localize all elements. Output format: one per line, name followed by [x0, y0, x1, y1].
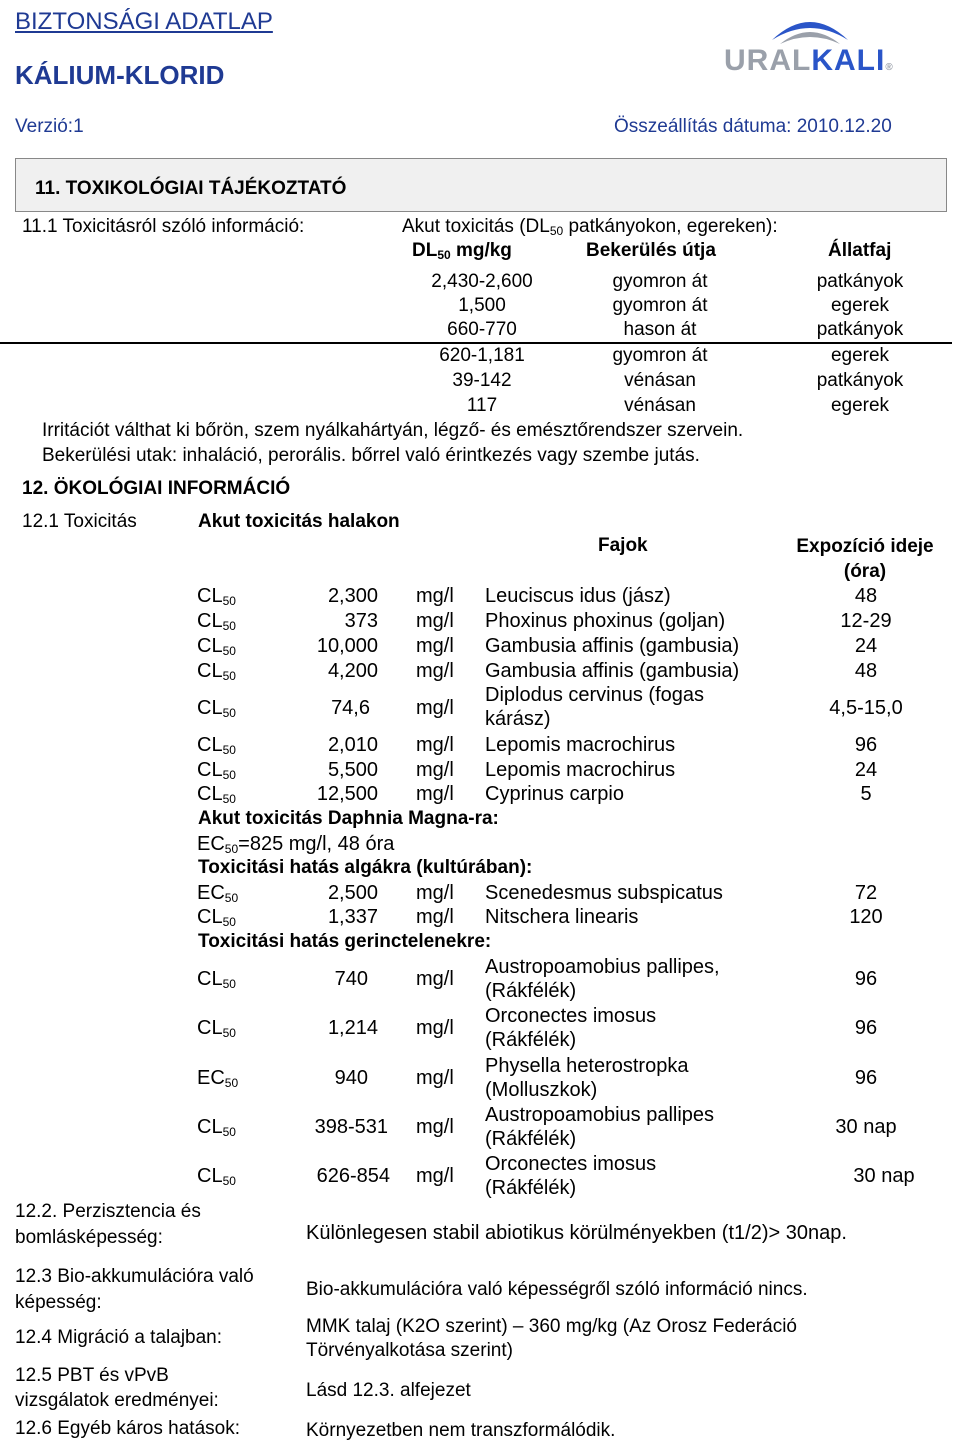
species-cell: Austropoamobius pallipes,	[485, 956, 720, 978]
species-cell: Gambusia affinis (gambusia)	[485, 635, 740, 657]
bioaccumulation-label-continued: képesség:	[15, 1292, 102, 1313]
uralkali-logo	[710, 8, 920, 88]
measure-cell: $EC_{50}$	[197, 882, 239, 905]
dose-cell: 660-770	[447, 319, 517, 340]
persistence-label: 12.2. Perzisztencia és	[15, 1201, 201, 1222]
measure-cell: $CL_{50}$	[197, 635, 236, 658]
exposure-cell: 120	[849, 906, 883, 928]
exposure-cell: 96	[854, 734, 878, 756]
unit-cell: mg/l	[416, 1067, 454, 1089]
measure-cell: $CL_{50}$	[197, 1165, 236, 1188]
irritation-note: Irritációt válthat ki bőrön, szem nyálkahártyán, légző- és emésztőrendszer szervein.	[42, 420, 744, 441]
species-cell: egerek	[830, 395, 890, 416]
exposure-time-unit: (óra)	[843, 561, 887, 582]
route-cell: gyomron át	[612, 295, 708, 316]
migration-label: 12.4 Migráció a talajban:	[15, 1327, 223, 1348]
route-cell: vénásan	[624, 395, 696, 416]
measure-cell: $CL_{50}$	[197, 1116, 236, 1139]
species-column-header: Állatfaj	[828, 240, 892, 261]
persistence-label-continued: bomlásképesség:	[15, 1227, 163, 1248]
value-cell: 2,500	[327, 882, 378, 904]
route-cell: gyomron át	[612, 271, 708, 292]
value-cell: 1,214	[327, 1017, 378, 1039]
value-cell: 1,337	[327, 906, 378, 928]
dose-cell: 1,500	[458, 295, 506, 316]
value-cell: 940	[334, 1067, 368, 1089]
exposure-cell: 5	[860, 783, 872, 805]
exposure-cell: 48	[854, 660, 878, 682]
measure-cell: $CL_{50}$	[197, 734, 236, 757]
exposure-cell: 30 nap	[835, 1116, 897, 1138]
bioaccumulation-label: 12.3 Bio-akkumulációra való	[15, 1266, 254, 1287]
species-cell: Gambusia affinis (gambusia)	[485, 660, 740, 682]
species-cell: Nitschera linearis	[485, 906, 639, 928]
pbt-text: Lásd 12.3. alfejezet	[306, 1380, 471, 1401]
pbt-label-continued: vizsgálatok eredményei:	[15, 1390, 219, 1411]
other-effects-label: 12.6 Egyéb káros hatások:	[15, 1418, 240, 1439]
exposure-cell: 24	[854, 759, 878, 781]
measure-cell: $EC_{50}$	[197, 1067, 239, 1090]
unit-cell: mg/l	[416, 635, 454, 657]
measure-cell: $CL_{50}$	[197, 783, 236, 806]
species-cell: Scenedesmus subspicatus	[485, 882, 723, 904]
species-cell: Austropoamobius pallipes	[485, 1104, 715, 1126]
algae-title: Toxicitási hatás algákra (kultúrában):	[198, 857, 533, 878]
species-cell-continued: kárász)	[485, 708, 551, 730]
section-11-title: 11. TOXIKOLÓGIAI TÁJÉKOZTATÓ	[35, 178, 347, 199]
toxicity-info-label: 11.1 Toxicitásról szóló információ:	[22, 216, 305, 237]
exposure-routes-note: Bekerülési utak: inhaláció, perorális. bőrrel való érintkezés vagy szembe jutás.	[42, 445, 700, 466]
value-cell: 2,300	[327, 585, 378, 607]
version-label: Verzió:1	[15, 116, 84, 137]
toxicity-label: 12.1 Toxicitás	[22, 511, 137, 532]
species-cell-continued: (Rákfélék)	[485, 1029, 577, 1051]
species-cell-continued: (Rákfélék)	[485, 1177, 577, 1199]
value-cell: 74,6	[331, 697, 370, 719]
exposure-cell: 96	[854, 1067, 878, 1089]
species-cell: Phoxinus phoxinus (goljan)	[485, 610, 726, 632]
bioaccumulation-text: Bio-akkumulációra való képességről szóló információ nincs.	[306, 1279, 808, 1300]
dose-column-header: $DL_{50}$ mg/kg	[412, 240, 512, 262]
dose-cell: 39-142	[452, 370, 512, 391]
species-cell-continued: (Rákfélék)	[485, 980, 577, 1002]
unit-cell: mg/l	[416, 1017, 454, 1039]
species-cell-continued: (Molluszkok)	[485, 1079, 598, 1101]
value-cell: 740	[334, 968, 368, 990]
measure-cell: $CL_{50}$	[197, 610, 236, 633]
unit-cell: mg/l	[416, 882, 454, 904]
measure-cell: $CL_{50}$	[197, 697, 236, 720]
value-cell: 626-854	[316, 1165, 390, 1187]
persistence-text: Különlegesen stabil abiotikus körülményekben (t1/2)> 30nap.	[306, 1222, 847, 1244]
measure-cell: $CL_{50}$	[197, 660, 236, 683]
dose-cell: 620-1,181	[439, 345, 525, 366]
section-12-title: 12. ÖKOLÓGIAI INFORMÁCIÓ	[22, 478, 291, 499]
exposure-cell: 12-29	[840, 610, 892, 632]
fish-species-header: Fajok	[598, 535, 648, 556]
product-name: KÁLIUM-KLORID	[15, 60, 225, 90]
daphnia-value: $EC_{50}=825$ mg/l, 48 óra	[197, 833, 395, 856]
measure-cell: $CL_{50}$	[197, 906, 236, 929]
unit-cell: mg/l	[416, 968, 454, 990]
exposure-cell: 4,5-15,0	[829, 697, 903, 719]
unit-cell: mg/l	[416, 1165, 454, 1187]
value-cell: 2,010	[327, 734, 378, 756]
measure-cell: $CL_{50}$	[197, 585, 236, 608]
value-cell: 373	[344, 610, 378, 632]
unit-cell: mg/l	[416, 1116, 454, 1138]
route-column-header: Bekerülés útja	[586, 240, 716, 261]
acute-toxicity-intro: Akut toxicitás ($DL_{50}$ patkányokon, egereken):	[402, 216, 778, 238]
exposure-cell: 72	[854, 882, 878, 904]
exposure-cell: 24	[854, 635, 878, 657]
species-cell-continued: (Rákfélék)	[485, 1128, 577, 1150]
species-cell: Physella heterostropka	[485, 1055, 689, 1077]
unit-cell: mg/l	[416, 610, 454, 632]
measure-cell: $CL_{50}$	[197, 1017, 236, 1040]
unit-cell: mg/l	[416, 660, 454, 682]
unit-cell: mg/l	[416, 759, 454, 781]
exposure-cell: 48	[854, 585, 878, 607]
measure-cell: $CL_{50}$	[197, 968, 236, 991]
logo-emblem-icon	[770, 10, 850, 46]
species-cell: Leuciscus idus (jász)	[485, 585, 671, 607]
compilation-date: Összeállítás dátuma: 2010.12.20	[614, 116, 892, 137]
species-cell: egerek	[830, 295, 890, 316]
value-cell: 5,500	[327, 759, 378, 781]
unit-cell: mg/l	[416, 697, 454, 719]
fish-toxicity-title: Akut toxicitás halakon	[198, 511, 400, 532]
species-cell: Lepomis macrochirus	[485, 734, 676, 756]
measure-cell: $CL_{50}$	[197, 759, 236, 782]
exposure-cell: 96	[854, 968, 878, 990]
page-divider-line	[0, 342, 952, 344]
other-effects-text: Környezetben nem transzformálódik.	[306, 1420, 616, 1441]
route-cell: vénásan	[624, 370, 696, 391]
unit-cell: mg/l	[416, 783, 454, 805]
species-cell: Diplodus cervinus (fogas	[485, 684, 704, 706]
species-cell: Cyprinus carpio	[485, 783, 624, 805]
migration-text-continued: Törvényalkotása szerint)	[306, 1340, 513, 1361]
value-cell: 10,000	[316, 635, 378, 657]
daphnia-title: Akut toxicitás Daphnia Magna-ra:	[198, 808, 499, 829]
route-cell: hason át	[623, 319, 697, 340]
species-cell: patkányok	[816, 370, 904, 391]
document-type: BIZTONSÁGI ADATLAP	[15, 8, 273, 35]
exposure-cell: 96	[854, 1017, 878, 1039]
invertebrate-title: Toxicitási hatás gerinctelenekre:	[198, 931, 492, 952]
dose-cell: 2,430-2,600	[431, 271, 533, 292]
dose-cell: 117	[466, 395, 498, 416]
value-cell: 12,500	[316, 783, 378, 805]
species-cell: Orconectes imosus	[485, 1005, 657, 1027]
unit-cell: mg/l	[416, 734, 454, 756]
species-cell: egerek	[830, 345, 890, 366]
migration-text: MMK talaj (K2O szerint) – 360 mg/kg (Az Orosz Federáció	[306, 1316, 797, 1337]
logo-wordmark: URALKALI®	[724, 44, 894, 77]
exposure-cell: 30 nap	[853, 1165, 915, 1187]
unit-cell: mg/l	[416, 585, 454, 607]
pbt-label: 12.5 PBT és vPvB	[15, 1365, 169, 1386]
unit-cell: mg/l	[416, 906, 454, 928]
value-cell: 398-531	[314, 1116, 388, 1138]
exposure-time-header: Expozíció ideje	[796, 536, 934, 557]
species-cell: Lepomis macrochirus	[485, 759, 676, 781]
species-cell: Orconectes imosus	[485, 1153, 657, 1175]
value-cell: 4,200	[327, 660, 378, 682]
route-cell: gyomron át	[612, 345, 708, 366]
species-cell: patkányok	[816, 271, 904, 292]
species-cell: patkányok	[816, 319, 904, 340]
